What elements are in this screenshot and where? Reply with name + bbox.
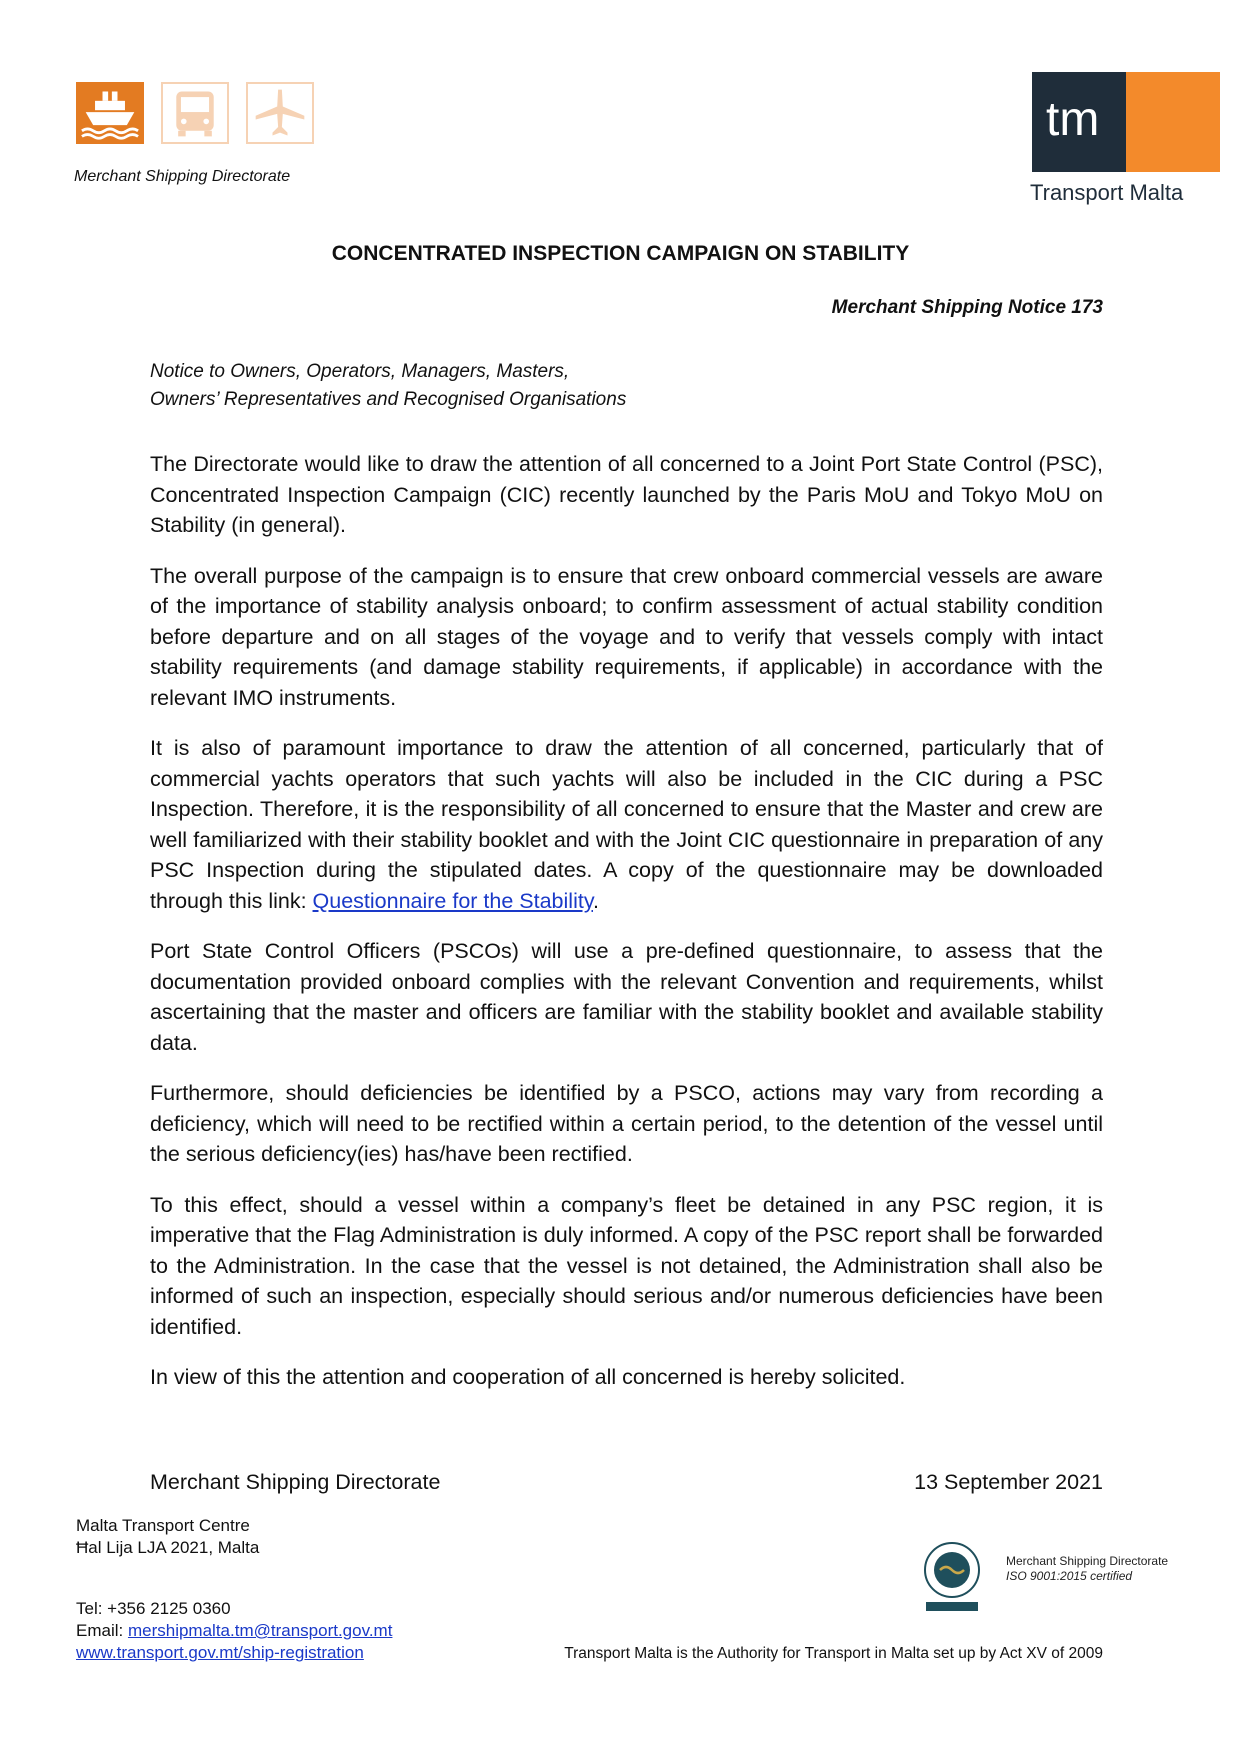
addressee-line-2: Owners’ Representatives and Recognised Organisations (150, 389, 627, 410)
addressee-line-1: Notice to Owners, Operators, Managers, Masters, (150, 361, 570, 382)
paragraph-6: To this effect, should a vessel within a company’s fleet be detained in any PSC region, it is imperative that the Flag Administration is duly informed. A copy of the PSC report shall be forwarded to the Administration. In the case that the vessel is not detained, the Administration shall also be informed of such an inspection, especially should serious and/or numerous deficiencies have been identified. (150, 1192, 1103, 1339)
paragraph-7: In view of this the attention and cooperation of all concerned is hereby solicited. (150, 1365, 906, 1389)
document-title: CONCENTRATED INSPECTION CAMPAIGN ON STABILITY (331, 242, 910, 265)
website-link[interactable]: www.transport.gov.mt/ship-registration (76, 1643, 364, 1662)
address-line-2: Ħal Lija LJA 2021, Malta (76, 1538, 260, 1557)
paragraph-3-end: . (592, 888, 599, 913)
logo-name: Transport Malta (1030, 180, 1184, 205)
transport-malta-logo (1032, 72, 1220, 172)
issuer: Merchant Shipping Directorate (150, 1470, 441, 1494)
plane-icon (246, 82, 314, 144)
cert-line-2: ISO 9001:2015 certified (1006, 1569, 1133, 1583)
paragraph-4: Port State Control Officers (PSCOs) will use a pre-defined questionnaire, to assess that the documentation provided onboard complies with the relevant Convention and requirements, whilst ascertaining that the master and officers are familiar with the stability booklet and available stability data. (150, 939, 1103, 1055)
cert-line-1: Merchant Shipping Directorate (1006, 1554, 1169, 1568)
telephone: Tel: +356 2125 0360 (76, 1599, 231, 1618)
bus-icon (161, 82, 229, 144)
paragraph-5: Furthermore, should deficiencies be identified by a PSCO, actions may vary from recording a deficiency, which will need to be rectified within a certain period, to the detention of the vessel until the serious deficiency(ies) has/have been rectified. (150, 1081, 1103, 1166)
certification-note (1006, 1554, 1168, 1584)
department-caption: Merchant Shipping Directorate (74, 168, 291, 185)
issue-date: 13 September 2021 (914, 1470, 1103, 1494)
questionnaire-link[interactable]: Questionnaire for the Stability (312, 888, 593, 913)
paragraph-3-text: It is also of paramount importance to draw the attention of all concerned, particularly that of commercial yachts operators that such yachts will also be included in the CIC during a PSC Inspection. Therefore, it is the responsibility of all concerned to ensure that the Master and crew are well familiarized with their stability booklet and with the Joint CIC questionnaire in preparation of any PSC Inspection during the stipulated dates. A copy of the questionnaire may be downloaded through this link: (150, 736, 1103, 913)
email-line (76, 1620, 392, 1642)
address-line-1: Malta Transport Centre (76, 1516, 250, 1535)
paragraph-2: The overall purpose of the campaign is to ensure that crew onboard commercial vessels are aware of the importance of stability analysis onboard; to confirm assessment of actual stability condition before departure and on all stages of the voyage and to verify that vessels comply with intact stability requirements (and damage stability requirements, if applicable) in accordance with the relevant IMO instruments. (150, 563, 1103, 710)
email-link[interactable]: mershipmalta.tm@transport.gov.mt (127, 1621, 393, 1640)
notice-body (150, 449, 1103, 1413)
postal-address (76, 1515, 259, 1559)
contact-details (76, 1598, 392, 1664)
notice-number: Merchant Shipping Notice 173 (831, 297, 1103, 318)
quality-seal-icon (918, 1540, 986, 1616)
addressee (150, 358, 626, 414)
ship-icon (76, 82, 144, 144)
logo-letters: tm (1046, 93, 1100, 146)
email-label: Email: (76, 1621, 128, 1640)
authority-statement: Transport Malta is the Authority for Transport in Malta set up by Act XV of 2009 (564, 1645, 1103, 1662)
paragraph-3 (150, 733, 1103, 916)
paragraph-1: The Directorate would like to draw the attention of all concerned to a Joint Port State Control (PSC), Concentrated Inspection Campaign (CIC) recently launched by the Paris MoU and Tokyo MoU on Stability (in general). (150, 452, 1103, 537)
